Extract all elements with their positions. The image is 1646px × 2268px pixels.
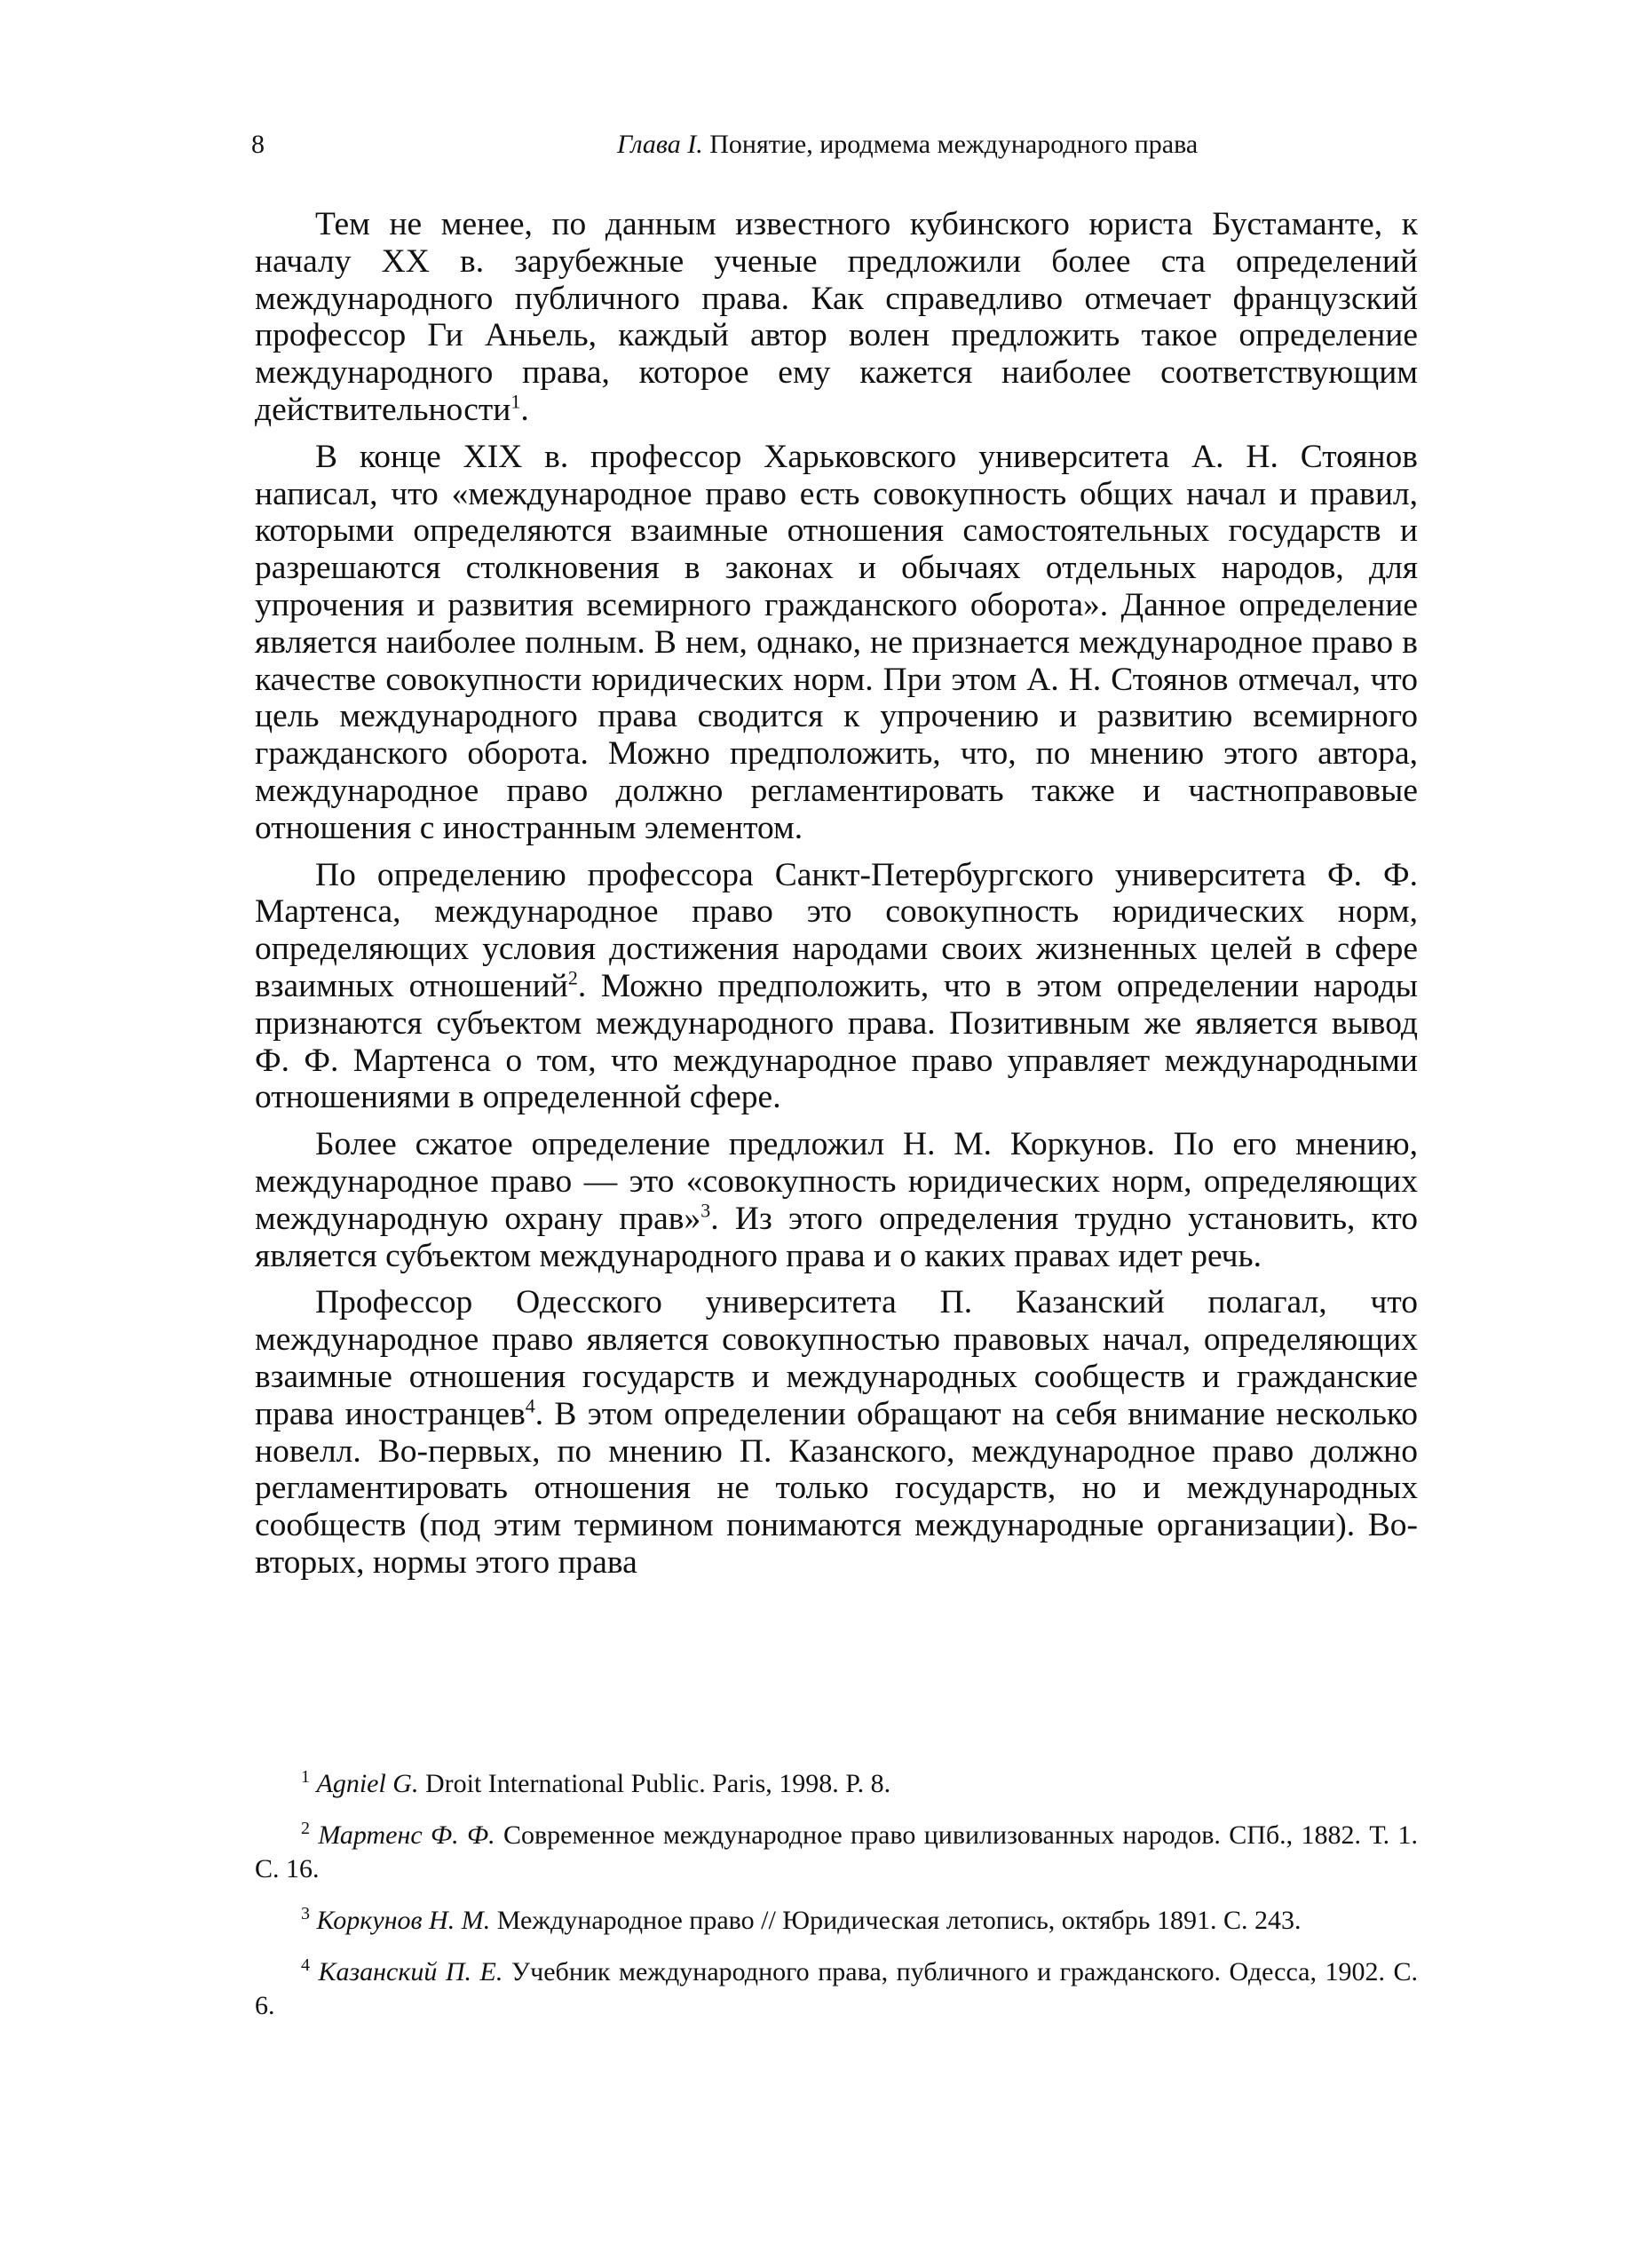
page-header — [251, 130, 1308, 169]
footnote-author: Мартенс Ф. Ф. — [318, 1820, 495, 1850]
footnote-text: Международное право // Юридическая летопись, октябрь 1891. С. 243. — [496, 1906, 1302, 1935]
paragraph — [255, 857, 1418, 1117]
paragraph — [255, 1284, 1418, 1581]
paragraph-text-after: . Можно предположить, что в этом определении народы признаются субъектом международного права. Позитивным же является вывод Ф. Ф. Мартенса о том, что международное право управляет международными отношениями в определенной сфере. — [255, 967, 1418, 1116]
running-head — [617, 130, 1198, 160]
paragraph-text-after: . Из этого определения трудно установить, кто является субъектом международного права и о каких правах идет речь. — [255, 1200, 1418, 1274]
chapter-label: Глава I. — [617, 130, 703, 159]
footnote-ref: 4 — [525, 1394, 535, 1417]
paragraph-text: Более сжатое определение предложил Н. М. Коркунов. По его мнению, международное право — это «совокупность юридических норм, определяющих международную охрану прав» — [255, 1126, 1418, 1237]
footnote — [255, 1819, 1418, 1886]
footnote-author: Казанский П. Е. — [318, 1957, 503, 1986]
paragraph-text: По определению профессора Санкт-Петербургского университета Ф. Ф. Мартенса, международное право это совокупность юридических норм, определяющих условия достижения народами своих жизненных целей в сфере взаимных отношений — [255, 856, 1418, 1004]
footnote-mark: 3 — [301, 1904, 310, 1923]
footnote-mark: 2 — [301, 1819, 310, 1838]
paragraph-text: Профессор Одесского университета П. Казанский полагал, что международное право является совокупностью правовых начал, определяющих взаимные отношения государств и международных сообществ и гражданские права иностранцев — [255, 1284, 1418, 1432]
paragraph — [255, 439, 1418, 847]
footnote-ref: 1 — [510, 390, 521, 413]
footnote-text: Современное международное право цивилизованных народов. СПб., 1882. Т. 1. С. 16. — [255, 1820, 1418, 1883]
footnote-text: Droit International Public. Paris, 1998. P. 8. — [424, 1769, 891, 1798]
footnote-author: Коркунов Н. М. — [316, 1906, 491, 1935]
footnote-text: Учебник международного права, публичного и гражданского. Одесса, 1902. С. 6. — [255, 1957, 1418, 2020]
footnotes — [255, 1767, 1418, 2041]
footnote — [255, 1767, 1418, 1801]
footnote-ref: 2 — [567, 966, 578, 989]
paragraph-text-after: . — [520, 391, 529, 428]
paragraph — [255, 206, 1418, 429]
footnote — [255, 1955, 1418, 2023]
paragraph — [255, 1126, 1418, 1274]
footnote-ref: 3 — [700, 1199, 711, 1222]
chapter-title: Понятие, иродмема международного права — [709, 130, 1199, 159]
main-text — [255, 206, 1418, 1591]
footnote-mark: 1 — [301, 1767, 310, 1787]
paragraph-text: В конце XIX в. профессор Харьковского университета А. Н. Стоянов написал, что «международное право есть совокупность общих начал и правил, которыми определяются взаимные отношения самостоятельных государств и разрешаются столкновения в законах и обычаях отдельных народов, для упрочения и развития всемирного гражданского оборота». Данное определение является наиболее полным. В нем, однако, не признается международное право в качестве совокупности юридических норм. При этом А. Н. Стоянов отмечал, что цель международного права сводится к упрочению и развитию всемирного гражданского оборота. Можно предположить, что, по мнению этого автора, международное право должно регламентировать также и частноправовые отношения с иностранным элементом. — [255, 438, 1418, 846]
paragraph-text: Тем не менее, по данным известного кубинского юриста Бустаманте, к началу XX в. зарубежные ученые предложили более ста определений международного публичного права. Как справедливо отмечает французский профессор Ги Аньель, каждый автор волен предложить такое определение международного права, которое ему кажется наиболее соответствующим действительности — [255, 206, 1418, 428]
footnote-author: Agniel G. — [316, 1769, 419, 1798]
footnote — [255, 1904, 1418, 1938]
page-number: 8 — [251, 130, 265, 159]
footnote-mark: 4 — [301, 1955, 310, 1975]
paragraph-text-after: . В этом определении обращают на себя внимание несколько новелл. Во-первых, по мнению П. Казанского, международное право должно регламентировать отношения не только государств, но и международных сообществ (под этим термином понимаются международные организации). Во-вторых, нормы этого права — [255, 1395, 1419, 1581]
